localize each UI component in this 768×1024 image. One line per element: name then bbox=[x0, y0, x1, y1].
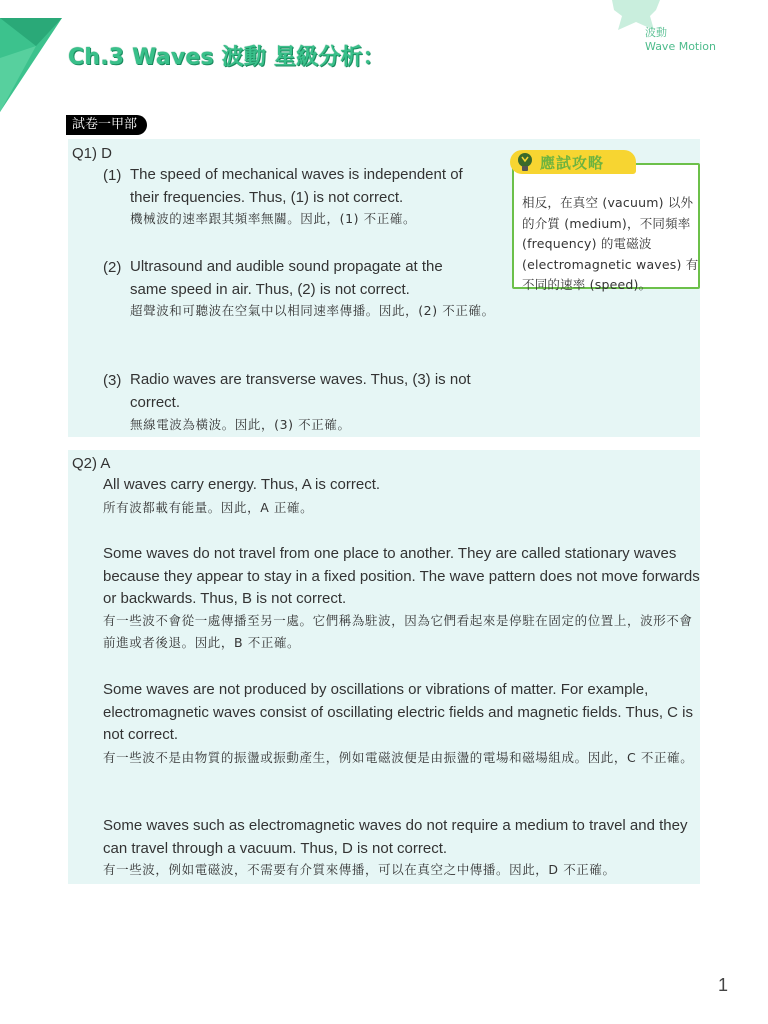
exam-tip-title: 應試攻略 bbox=[540, 154, 605, 172]
q2-paragraph-3-english: Some waves are not produced by oscillations or vibrations of matter. For example, electromagnetic waves consist of oscillating electric fields and magnetic fields. Thus, C is not correct. bbox=[103, 681, 693, 743]
q2-paragraph-3-chinese: 有一些波不是由物質的振盪或振動產生，例如電磁波便是由振盪的電場和磁場組成。因此，C 不正確。 bbox=[103, 750, 694, 765]
q1-item-3-chinese: 無線電波為橫波。因此，(3) 不正確。 bbox=[130, 417, 351, 432]
q1-item-2-english: Ultrasound and audible sound propagate at the same speed in air. Thus, (2) is not correct. bbox=[130, 258, 443, 298]
q1-item-1-english: The speed of mechanical waves is independent of their frequencies. Thus, (1) is not correct. bbox=[130, 166, 463, 206]
bulb-icon bbox=[514, 151, 536, 173]
q1-item-3-number: (3) bbox=[103, 372, 122, 389]
chapter-tag-zh: 波動 bbox=[645, 26, 668, 39]
q1-item-2-number: (2) bbox=[103, 259, 122, 276]
q1-label: Q1) D bbox=[72, 145, 113, 162]
page-number: 1 bbox=[717, 975, 728, 995]
q1-item-1-number: (1) bbox=[103, 167, 122, 184]
exam-tip-text: 相反，在真空 (vacuum) 以外的介質 (medium)，不同頻率 (frequency) 的電磁波 (electromagnetic waves) 有不同的速率 (speed)。 bbox=[522, 195, 699, 292]
q2-label: Q2) A bbox=[72, 455, 111, 472]
corner-decoration bbox=[0, 0, 70, 112]
q2-paragraph-1-chinese: 所有波都載有能量。因此，A 正確。 bbox=[103, 500, 314, 515]
chapter-tag bbox=[645, 26, 716, 54]
q2-paragraph-1-english: All waves carry energy. Thus, A is correct. bbox=[103, 476, 381, 493]
exam-tip-box bbox=[512, 163, 700, 292]
q2-paragraph-2-english: Some waves do not travel from one place to another. They are called stationary waves because they appear to stay in a fixed position. The wave pattern does not move forwards or backwards. Thus, B is not correct. bbox=[103, 545, 700, 607]
section-tag: 試卷一甲部 bbox=[66, 115, 147, 135]
q2-paragraph-2-chinese: 有一些波不會從一處傳播至另一處。它們稱為駐波，因為它們看起來是停駐在固定的位置上，波形不會前進或者後退。因此，B 不正確。 bbox=[103, 613, 693, 650]
chapter-tag-en: Wave Motion bbox=[645, 40, 716, 53]
exam-tip-header bbox=[510, 150, 636, 174]
q2-paragraph-4-english: Some waves such as electromagnetic waves do not require a medium to travel and they can travel through a vacuum. Thus, D is not correct. bbox=[103, 817, 688, 857]
page-title: Ch.3 Waves 波動 星級分析： bbox=[68, 45, 385, 70]
q1-item-2-chinese: 超聲波和可聽波在空氣中以相同速率傳播。因此，(2) 不正確。 bbox=[130, 303, 495, 318]
q2-panel bbox=[68, 450, 700, 884]
q1-item-3-english: Radio waves are transverse waves. Thus, (3) is not correct. bbox=[130, 371, 471, 411]
q2-paragraph-4-chinese: 有一些波，例如電磁波，不需要有介質來傳播，可以在真空之中傳播。因此，D 不正確。 bbox=[103, 862, 616, 877]
q1-item-1-chinese: 機械波的速率跟其頻率無關。因此，(1) 不正確。 bbox=[130, 211, 417, 226]
